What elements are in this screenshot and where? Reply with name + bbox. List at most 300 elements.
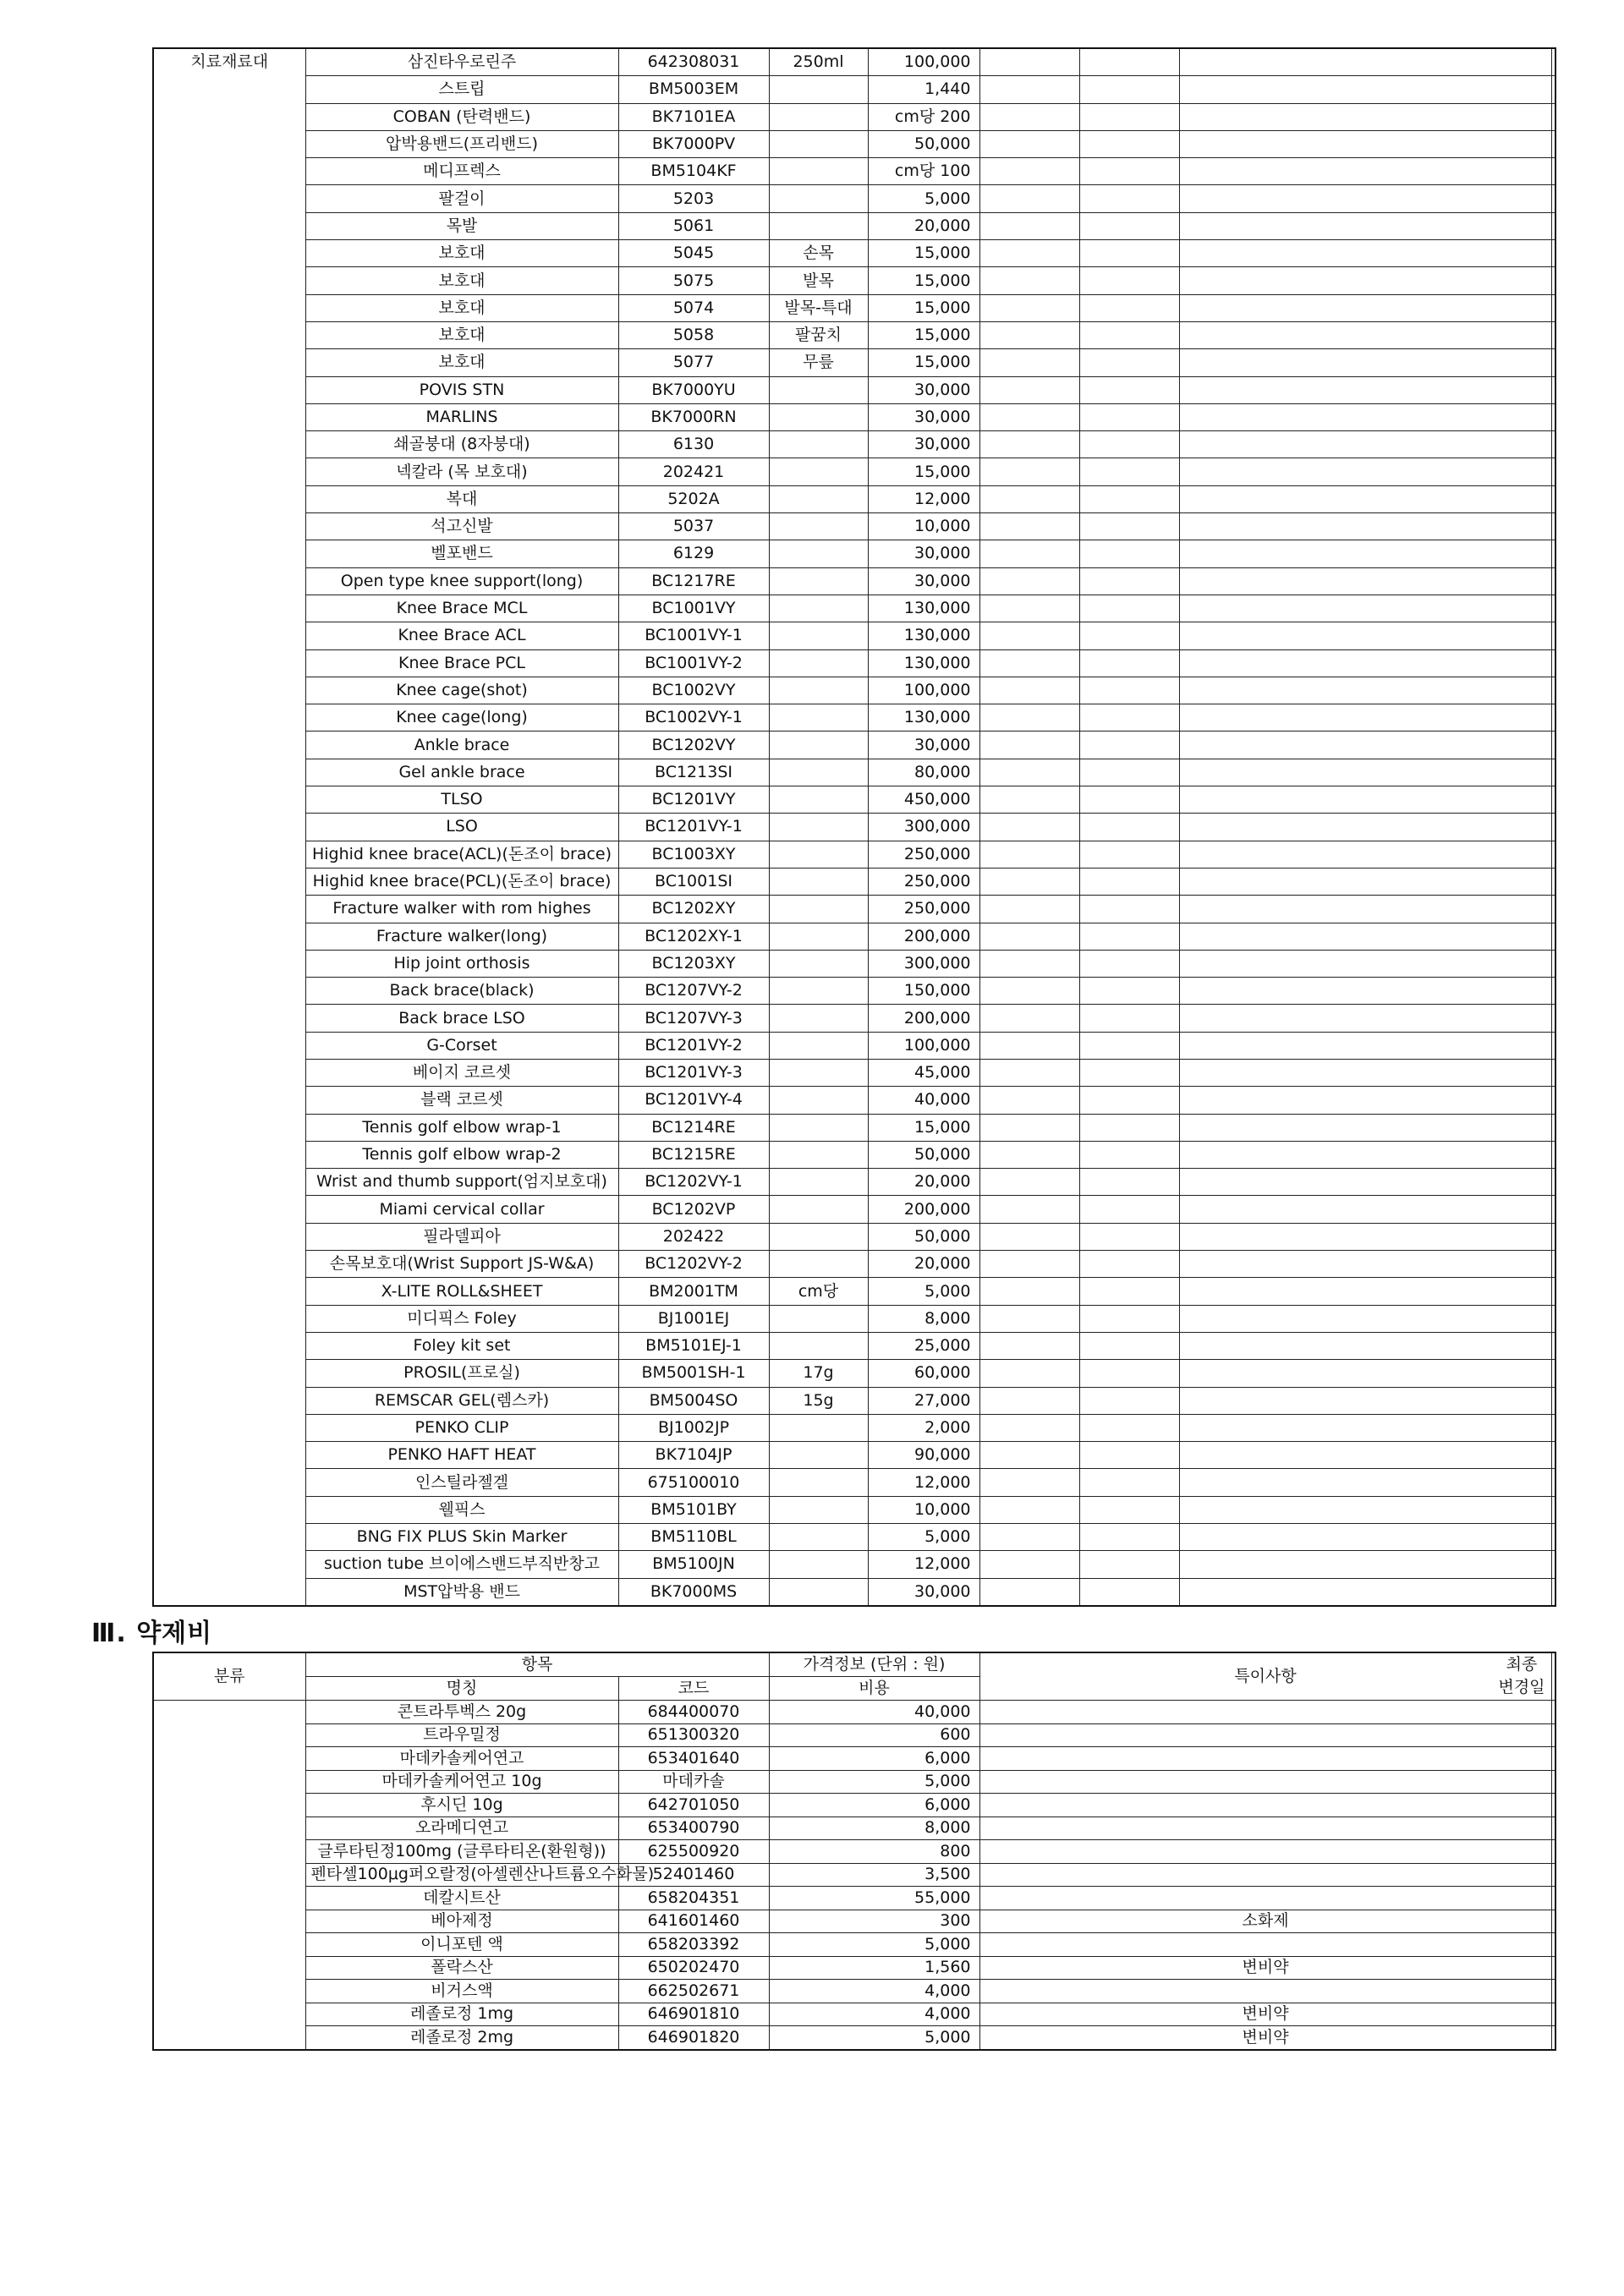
item-price: 30,000	[868, 1578, 979, 1606]
table-row	[153, 1817, 1555, 1840]
empty-cell	[1179, 1059, 1551, 1086]
item-code: BK7101EA	[618, 103, 769, 130]
item-unit	[769, 622, 868, 649]
item-name: 웰픽스	[305, 1496, 618, 1523]
empty-cell	[1079, 1223, 1179, 1250]
drug-remark	[979, 1723, 1551, 1747]
drug-remark	[979, 1747, 1551, 1771]
drug-price: 5,000	[769, 1933, 979, 1957]
item-name: Gel ankle brace	[305, 759, 618, 786]
item-unit	[769, 540, 868, 567]
item-name: 미디픽스 Foley	[305, 1305, 618, 1332]
item-code: 642308031	[618, 48, 769, 76]
empty-cell	[1551, 567, 1555, 595]
category-cell	[153, 814, 305, 841]
empty-cell	[1179, 1305, 1551, 1332]
empty-cell	[1079, 1332, 1179, 1359]
empty-cell	[1551, 1887, 1555, 1910]
empty-cell	[1551, 103, 1555, 130]
drug-name: 마데카솔케어연고 10g	[305, 1770, 618, 1794]
drug-price: 3,500	[769, 1863, 979, 1887]
empty-cell	[1079, 649, 1179, 677]
empty-cell	[979, 786, 1079, 814]
item-price: 12,000	[868, 485, 979, 512]
drug-remark: 소화제	[979, 1910, 1551, 1933]
item-code: 5058	[618, 321, 769, 348]
category-cell	[153, 1701, 305, 1724]
item-price: 130,000	[868, 622, 979, 649]
item-name: Open type knee support(long)	[305, 567, 618, 595]
empty-cell	[1551, 814, 1555, 841]
table-row	[153, 1578, 1555, 1606]
category-cell	[153, 1414, 305, 1441]
drug-code: 651300320	[618, 1723, 769, 1747]
category-cell	[153, 1578, 305, 1606]
item-unit	[769, 649, 868, 677]
empty-cell	[1179, 485, 1551, 512]
drug-remark	[979, 1817, 1551, 1840]
item-code: 5203	[618, 185, 769, 212]
category-cell	[153, 1169, 305, 1196]
empty-cell	[1079, 1278, 1179, 1305]
empty-cell	[1079, 1414, 1179, 1441]
item-unit: cm당	[769, 1278, 868, 1305]
item-code: 202422	[618, 1223, 769, 1250]
empty-cell	[1079, 759, 1179, 786]
empty-cell	[1179, 130, 1551, 157]
item-code: BC1215RE	[618, 1141, 769, 1168]
empty-cell	[1079, 567, 1179, 595]
item-price: 300,000	[868, 814, 979, 841]
category-cell	[153, 403, 305, 430]
item-name: Knee Brace PCL	[305, 649, 618, 677]
item-code: BC1002VY	[618, 677, 769, 704]
empty-cell	[979, 950, 1079, 977]
empty-cell	[1551, 868, 1555, 895]
drug-remark	[979, 1701, 1551, 1724]
empty-cell	[979, 1414, 1079, 1441]
item-code: BJ1002JP	[618, 1414, 769, 1441]
category-cell	[153, 567, 305, 595]
empty-cell	[1079, 868, 1179, 895]
item-code: BK7104JP	[618, 1442, 769, 1469]
item-code: BC1201VY-3	[618, 1059, 769, 1086]
empty-cell	[979, 1387, 1079, 1414]
item-price: 27,000	[868, 1387, 979, 1414]
table-row	[153, 896, 1555, 923]
empty-cell	[1179, 950, 1551, 977]
empty-cell	[1079, 513, 1179, 540]
empty-cell	[1179, 1141, 1551, 1168]
empty-cell	[1079, 321, 1179, 348]
empty-cell	[1079, 978, 1179, 1005]
empty-cell	[1179, 1578, 1551, 1606]
item-code: BM5104KF	[618, 158, 769, 185]
empty-cell	[1551, 1032, 1555, 1059]
empty-cell	[1079, 103, 1179, 130]
item-unit	[769, 76, 868, 103]
category-cell	[153, 1840, 305, 1864]
empty-cell	[1551, 1747, 1555, 1771]
item-unit: 손목	[769, 240, 868, 267]
table-row	[153, 48, 1555, 76]
category-cell	[153, 704, 305, 732]
item-price: 30,000	[868, 376, 979, 403]
item-code: BM5001SH-1	[618, 1360, 769, 1387]
item-price: 130,000	[868, 649, 979, 677]
table-row	[153, 950, 1555, 977]
item-name: 복대	[305, 485, 618, 512]
category-cell	[153, 2003, 305, 2026]
item-name: REMSCAR GEL(렘스카)	[305, 1387, 618, 1414]
empty-cell	[1079, 1442, 1179, 1469]
empty-cell	[1179, 294, 1551, 321]
empty-cell	[1079, 240, 1179, 267]
drug-code: 52401460	[618, 1863, 769, 1887]
category-cell	[153, 1332, 305, 1359]
table-row	[153, 513, 1555, 540]
empty-cell	[1179, 1469, 1551, 1496]
category-cell	[153, 1223, 305, 1250]
empty-cell	[979, 1196, 1079, 1223]
item-name: Tennis golf elbow wrap-1	[305, 1114, 618, 1141]
empty-cell	[1179, 868, 1551, 895]
item-unit	[769, 513, 868, 540]
empty-cell	[1551, 1770, 1555, 1794]
item-unit: 발목	[769, 267, 868, 294]
item-unit	[769, 841, 868, 868]
empty-cell	[1179, 1196, 1551, 1223]
item-code: BM5101EJ-1	[618, 1332, 769, 1359]
category-cell	[153, 950, 305, 977]
empty-cell	[979, 1305, 1079, 1332]
table-row	[153, 458, 1555, 485]
drug-code: 653401640	[618, 1747, 769, 1771]
table-row	[153, 786, 1555, 814]
empty-cell	[1079, 540, 1179, 567]
empty-cell	[1079, 212, 1179, 239]
item-unit	[769, 1551, 868, 1578]
drug-name: 오라메디연고	[305, 1817, 618, 1840]
item-name: Knee cage(long)	[305, 704, 618, 732]
item-unit	[769, 978, 868, 1005]
header-item-group: 항목	[305, 1652, 769, 1677]
drug-price: 8,000	[769, 1817, 979, 1840]
item-price: 15,000	[868, 240, 979, 267]
empty-cell	[1551, 1840, 1555, 1864]
drug-remark	[979, 1794, 1551, 1817]
item-price: 30,000	[868, 540, 979, 567]
empty-cell	[979, 540, 1079, 567]
item-unit	[769, 185, 868, 212]
table-row	[153, 1469, 1555, 1496]
empty-cell	[1551, 1414, 1555, 1441]
category-cell	[153, 158, 305, 185]
empty-cell	[1179, 1524, 1551, 1551]
empty-cell	[1179, 458, 1551, 485]
empty-cell	[1079, 1114, 1179, 1141]
table-row	[153, 1169, 1555, 1196]
empty-cell	[1079, 403, 1179, 430]
item-price: 5,000	[868, 1278, 979, 1305]
item-price: 15,000	[868, 349, 979, 376]
table-row	[153, 1414, 1555, 1441]
item-code: 5077	[618, 349, 769, 376]
item-code: BC1201VY-1	[618, 814, 769, 841]
item-unit	[769, 759, 868, 786]
category-cell	[153, 1114, 305, 1141]
drug-remark	[979, 1980, 1551, 2003]
item-code: BC1201VY-2	[618, 1032, 769, 1059]
item-name: BNG FIX PLUS Skin Marker	[305, 1524, 618, 1551]
category-cell	[153, 349, 305, 376]
item-name: 보호대	[305, 267, 618, 294]
category-cell	[153, 76, 305, 103]
item-name: POVIS STN	[305, 376, 618, 403]
table-row	[153, 1442, 1555, 1469]
empty-cell	[1551, 431, 1555, 458]
empty-cell	[1551, 704, 1555, 732]
item-name: 보호대	[305, 240, 618, 267]
empty-cell	[979, 212, 1079, 239]
item-name: Highid knee brace(PCL)(돈조이 brace)	[305, 868, 618, 895]
category-cell	[153, 1059, 305, 1086]
empty-cell	[979, 649, 1079, 677]
category-cell	[153, 732, 305, 759]
item-price: 90,000	[868, 1442, 979, 1469]
item-name: LSO	[305, 814, 618, 841]
empty-cell	[1551, 786, 1555, 814]
category-cell	[153, 595, 305, 622]
section-heading: Ⅲ. 약제비	[91, 1619, 213, 1648]
empty-cell	[1179, 896, 1551, 923]
category-cell	[153, 923, 305, 950]
category-cell	[153, 485, 305, 512]
item-unit	[769, 103, 868, 130]
item-unit	[769, 1496, 868, 1523]
item-name: 쇄골붕대 (8자붕대)	[305, 431, 618, 458]
empty-cell	[1179, 376, 1551, 403]
drug-code: 625500920	[618, 1840, 769, 1864]
item-price: 5,000	[868, 185, 979, 212]
empty-cell	[1079, 595, 1179, 622]
item-price: cm당 200	[868, 103, 979, 130]
item-name: 베이지 코르셋	[305, 1059, 618, 1086]
empty-cell	[1551, 1059, 1555, 1086]
table-row	[153, 130, 1555, 157]
item-unit	[769, 1032, 868, 1059]
empty-cell	[1079, 485, 1179, 512]
item-name: 넥칼라 (목 보호대)	[305, 458, 618, 485]
item-unit: 무릎	[769, 349, 868, 376]
table-row	[153, 240, 1555, 267]
item-code: BM5101BY	[618, 1496, 769, 1523]
table-row	[153, 103, 1555, 130]
drug-name: 이니포텐 액	[305, 1933, 618, 1957]
category-cell	[153, 1387, 305, 1414]
empty-cell	[979, 1332, 1079, 1359]
empty-cell	[1551, 1817, 1555, 1840]
empty-cell	[979, 1114, 1079, 1141]
empty-cell	[1551, 1933, 1555, 1957]
item-name: COBAN (탄력밴드)	[305, 103, 618, 130]
table-row	[153, 677, 1555, 704]
empty-cell	[1551, 294, 1555, 321]
empty-cell	[1551, 1469, 1555, 1496]
header-remarks: 특이사항	[979, 1652, 1551, 1701]
empty-cell	[979, 431, 1079, 458]
table-row	[153, 1332, 1555, 1359]
empty-cell	[1079, 1005, 1179, 1032]
empty-cell	[979, 622, 1079, 649]
empty-cell	[1551, 240, 1555, 267]
item-unit	[769, 1059, 868, 1086]
item-price: 15,000	[868, 321, 979, 348]
item-code: BM5004SO	[618, 1387, 769, 1414]
empty-cell	[1179, 1332, 1551, 1359]
table-row	[153, 1278, 1555, 1305]
item-name: PROSIL(프로실)	[305, 1360, 618, 1387]
item-unit	[769, 485, 868, 512]
item-unit: 17g	[769, 1360, 868, 1387]
item-code: 5045	[618, 240, 769, 267]
table-row	[153, 868, 1555, 895]
table-row	[153, 349, 1555, 376]
item-name: Fracture walker with rom highes	[305, 896, 618, 923]
empty-cell	[1551, 2003, 1555, 2026]
empty-cell	[1179, 1414, 1551, 1441]
empty-cell	[1079, 76, 1179, 103]
empty-cell	[979, 130, 1079, 157]
category-cell	[153, 1770, 305, 1794]
table-row	[153, 1087, 1555, 1114]
item-unit	[769, 1332, 868, 1359]
drug-remark: 변비약	[979, 2003, 1551, 2026]
item-unit	[769, 130, 868, 157]
empty-cell	[979, 1496, 1079, 1523]
item-unit	[769, 950, 868, 977]
empty-cell	[1551, 1141, 1555, 1168]
empty-cell	[1551, 732, 1555, 759]
empty-cell	[979, 814, 1079, 841]
empty-cell	[979, 485, 1079, 512]
empty-cell	[1179, 1360, 1551, 1387]
category-cell	[153, 2026, 305, 2050]
drug-price: 6,000	[769, 1747, 979, 1771]
supply-price-table	[152, 47, 1556, 1607]
drug-code: 642701050	[618, 1794, 769, 1817]
empty-cell	[1551, 1278, 1555, 1305]
empty-cell	[1179, 403, 1551, 430]
empty-cell	[979, 513, 1079, 540]
empty-cell	[1551, 1387, 1555, 1414]
header-category: 분류	[153, 1652, 305, 1701]
category-cell	[153, 1141, 305, 1168]
table-row	[153, 1980, 1555, 2003]
item-code: 5075	[618, 267, 769, 294]
category-cell	[153, 1442, 305, 1469]
empty-cell	[979, 1360, 1079, 1387]
empty-cell	[1551, 1196, 1555, 1223]
drug-code: 646901810	[618, 2003, 769, 2026]
empty-cell	[1179, 1087, 1551, 1114]
drug-name: 레졸로정 2mg	[305, 2026, 618, 2050]
drug-name: 데칼시트산	[305, 1887, 618, 1910]
empty-cell	[979, 1141, 1079, 1168]
category-cell	[153, 622, 305, 649]
item-unit: 발목-특대	[769, 294, 868, 321]
category-cell	[153, 677, 305, 704]
drug-code: 662502671	[618, 1980, 769, 2003]
item-price: 130,000	[868, 704, 979, 732]
empty-cell	[1079, 732, 1179, 759]
item-name: Back brace(black)	[305, 978, 618, 1005]
empty-cell	[1179, 1496, 1551, 1523]
empty-cell	[1551, 1863, 1555, 1887]
empty-cell	[1551, 622, 1555, 649]
drug-remark: 변비약	[979, 2026, 1551, 2050]
empty-cell	[1551, 1980, 1555, 2003]
drug-code: 658204351	[618, 1887, 769, 1910]
category-cell	[153, 240, 305, 267]
item-code: 202421	[618, 458, 769, 485]
category-cell	[153, 1087, 305, 1114]
empty-cell	[979, 48, 1079, 76]
item-code: BK7000RN	[618, 403, 769, 430]
empty-cell	[1551, 48, 1555, 76]
category-cell	[153, 1278, 305, 1305]
item-name: PENKO HAFT HEAT	[305, 1442, 618, 1469]
item-price: 200,000	[868, 923, 979, 950]
empty-cell	[979, 841, 1079, 868]
item-price: 450,000	[868, 786, 979, 814]
item-price: 30,000	[868, 567, 979, 595]
item-name: PENKO CLIP	[305, 1414, 618, 1441]
table-row	[153, 1887, 1555, 1910]
item-name: X-LITE ROLL&SHEET	[305, 1278, 618, 1305]
empty-cell	[1551, 185, 1555, 212]
item-price: 50,000	[868, 1223, 979, 1250]
empty-cell	[979, 567, 1079, 595]
table-row	[153, 1223, 1555, 1250]
item-unit: 팔꿈치	[769, 321, 868, 348]
item-code: BC1001VY	[618, 595, 769, 622]
drug-price: 4,000	[769, 2003, 979, 2026]
empty-cell	[1179, 595, 1551, 622]
empty-cell	[1179, 1387, 1551, 1414]
item-unit	[769, 896, 868, 923]
drug-price: 5,000	[769, 2026, 979, 2050]
item-unit	[769, 158, 868, 185]
item-price: 10,000	[868, 513, 979, 540]
empty-cell	[979, 267, 1079, 294]
item-code: BC1202VY	[618, 732, 769, 759]
item-code: BK7000MS	[618, 1578, 769, 1606]
empty-cell	[1551, 1305, 1555, 1332]
table-row	[153, 321, 1555, 348]
item-price: 20,000	[868, 1251, 979, 1278]
empty-cell	[979, 1087, 1079, 1114]
item-code: BM2001TM	[618, 1278, 769, 1305]
item-unit	[769, 677, 868, 704]
empty-cell	[1551, 1442, 1555, 1469]
table-row	[153, 567, 1555, 595]
category-cell	[153, 841, 305, 868]
empty-cell	[979, 595, 1079, 622]
empty-cell	[1551, 540, 1555, 567]
item-price: 15,000	[868, 458, 979, 485]
item-unit	[769, 923, 868, 950]
